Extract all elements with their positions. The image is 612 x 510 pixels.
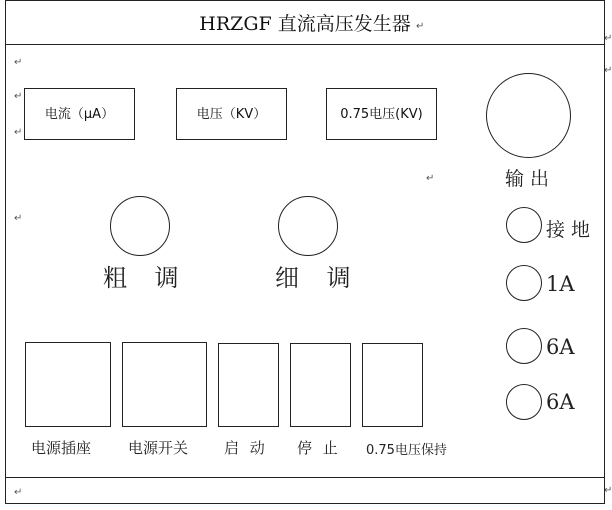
bottom-divider [5, 477, 605, 478]
coarse-adjust-label: 粗 调 [103, 264, 189, 292]
voltage-075-meter [326, 88, 437, 140]
fine-adjust-label: 细 调 [275, 264, 361, 292]
start-button[interactable] [218, 343, 279, 427]
terminal-6a-upper-label: 6A [546, 335, 575, 359]
paragraph-mark: ↵ [14, 127, 23, 138]
power-socket-label: 电源插座 [31, 439, 92, 457]
coarse-adjust-knob[interactable] [110, 196, 170, 256]
paragraph-mark: ↵ [14, 91, 23, 102]
voltage-hold-button[interactable] [362, 343, 423, 427]
output-label: 输 出 [505, 168, 550, 190]
fine-adjust-knob[interactable] [278, 196, 338, 256]
terminal-6a-upper[interactable] [506, 328, 542, 364]
paragraph-mark: ↵ [426, 173, 435, 184]
paragraph-mark: ↵ [14, 213, 23, 224]
paragraph-mark: ↵ [416, 21, 425, 32]
title-divider [5, 44, 605, 45]
terminal-6a-lower[interactable] [506, 384, 542, 420]
terminal-1a[interactable] [506, 265, 542, 301]
current-meter [24, 88, 135, 140]
paragraph-mark: ↵ [604, 485, 612, 496]
power-socket[interactable] [25, 342, 111, 427]
power-switch-label: 电源开关 [128, 439, 189, 457]
voltage-hold-label: 0.75电压保持 [366, 443, 447, 458]
terminal-6a-lower-label: 6A [546, 390, 575, 414]
power-switch[interactable] [122, 342, 207, 427]
stop-button[interactable] [290, 343, 351, 427]
paragraph-mark: ↵ [604, 33, 612, 44]
ground-terminal-label: 接 地 [546, 219, 591, 241]
terminal-1a-label: 1A [546, 272, 575, 296]
voltage-075-meter-label: 0.75电压(KV) [340, 107, 423, 122]
output-connector[interactable] [486, 73, 571, 158]
voltage-meter-label: 电压（KV） [196, 107, 267, 122]
paragraph-mark: ↵ [14, 487, 23, 498]
start-button-label: 启 动 [224, 439, 268, 457]
panel-title: HRZGF 直流高压发生器 [199, 13, 411, 35]
current-meter-label: 电流（μA） [44, 107, 115, 122]
paragraph-mark: ↵ [604, 65, 612, 76]
ground-terminal[interactable] [506, 207, 542, 243]
voltage-meter [176, 88, 287, 140]
paragraph-mark: ↵ [14, 57, 23, 68]
stop-button-label: 停 止 [297, 439, 341, 457]
